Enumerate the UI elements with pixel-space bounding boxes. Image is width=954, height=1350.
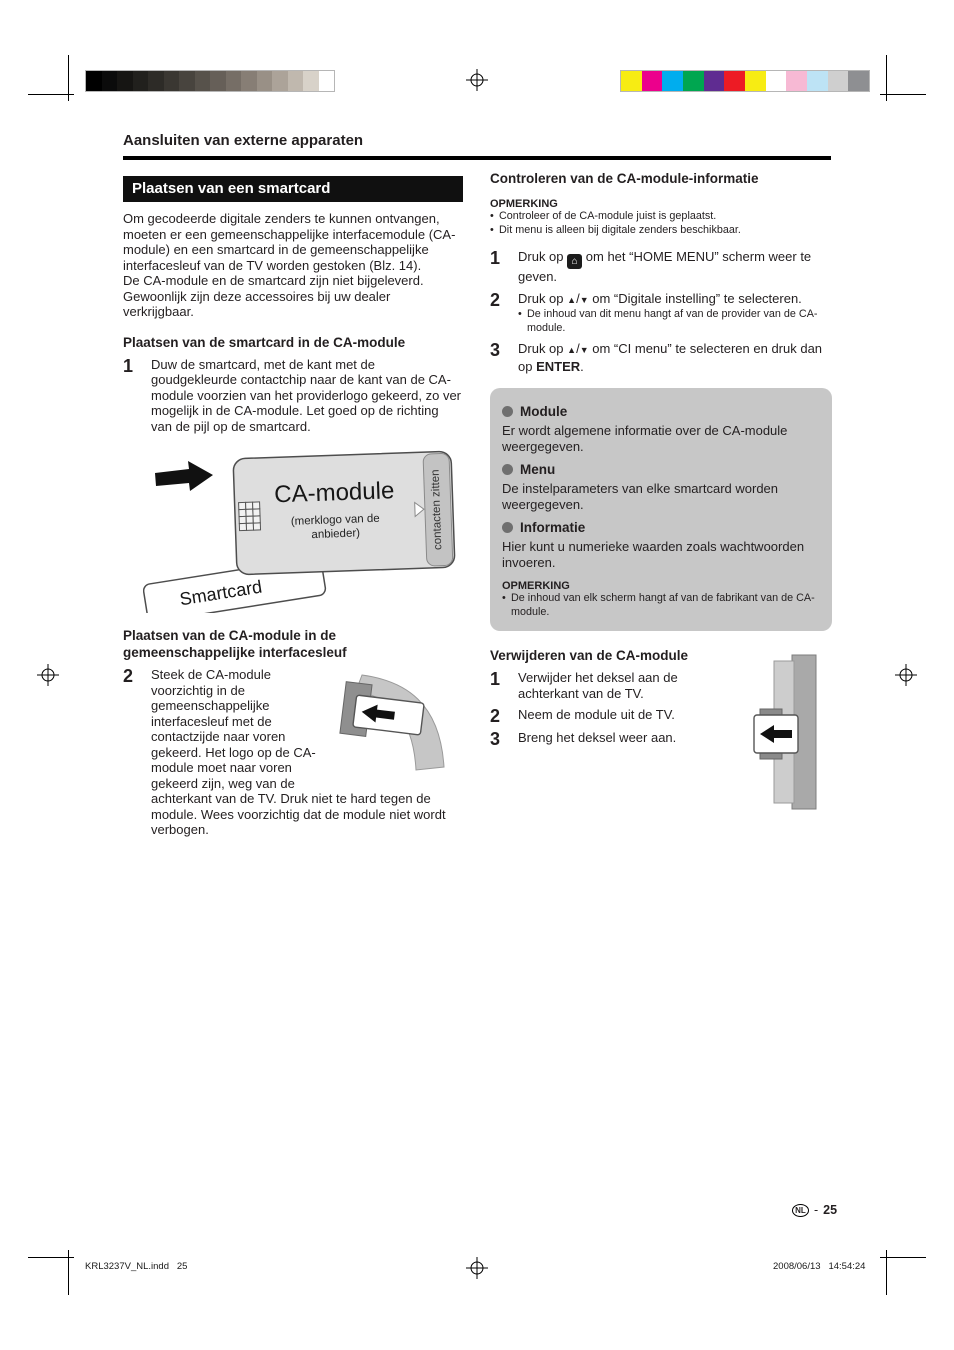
ca-module-label: CA-module (273, 477, 395, 509)
page-number-dash: - (814, 1203, 819, 1217)
remove-module-section (490, 647, 832, 747)
instruction-step (123, 667, 463, 838)
note-text: Controleer of de CA-module juist is geplaatst. (499, 210, 717, 222)
color-swatch (319, 71, 335, 91)
instruction-step (490, 670, 740, 701)
bullet-glyph: • (518, 308, 522, 320)
color-swatch (241, 71, 257, 91)
color-swatch (745, 71, 766, 91)
enter-key-label: ENTER (536, 358, 581, 374)
color-swatch (303, 71, 319, 91)
color-swatch (133, 71, 149, 91)
provider-logo-label: (merklogo van de (290, 512, 380, 528)
info-item-body: Er wordt algemene informatie over de CA-module weergegeven. (502, 423, 788, 454)
step-text (151, 667, 463, 838)
note-text: De inhoud van dit menu hangt af van de provider van de CA-module. (527, 308, 818, 334)
color-swatch (807, 71, 828, 91)
print-file-name: KRL3237V_NL.indd 25 (85, 1261, 188, 1272)
crop-mark (880, 1257, 926, 1258)
step-number: 1 (490, 669, 501, 689)
smartcard-ca-module-figure (143, 443, 461, 613)
color-swatch (642, 71, 663, 91)
crop-mark (880, 94, 926, 95)
color-swatch (272, 71, 288, 91)
instruction-step (123, 357, 463, 435)
note-label: OPMERKING (490, 198, 558, 210)
step-text-content: om “CI menu” te selecteren en druk dan op (518, 341, 823, 374)
header-rule (123, 156, 831, 160)
step-text-content: Druk op (518, 290, 564, 306)
down-arrow-key-icon: ▼ (579, 294, 589, 305)
color-swatch (257, 71, 273, 91)
bullet-glyph: • (490, 223, 494, 236)
instruction-step (490, 730, 740, 747)
color-swatch (848, 71, 869, 91)
color-swatch (786, 71, 807, 91)
info-item-body: De instelparameters van elke smartcard worden weergegeven. (502, 481, 779, 512)
home-key-icon: ⌂ (567, 254, 582, 269)
step-number: 1 (490, 248, 501, 268)
info-item-title: Informatie (520, 520, 586, 535)
note-text: Dit menu is alleen bij digitale zenders beschikbaar. (499, 223, 741, 236)
page-number: 25 (823, 1203, 838, 1217)
registration-mark-icon (37, 664, 59, 686)
step-text-content: om “Digitale instelling” te selecteren. (592, 290, 802, 306)
smartcard-label: Smartcard (178, 576, 264, 610)
color-swatch (724, 71, 745, 91)
subsection-heading: Plaatsen van de smartcard in de CA-module (123, 334, 406, 350)
registration-mark-icon (466, 69, 488, 91)
up-arrow-key-icon: ▲ (567, 294, 577, 305)
crop-mark (28, 1257, 74, 1258)
grayscale-calibration-bar (85, 70, 335, 92)
step-text (518, 291, 832, 336)
separator-glyph: / (576, 341, 580, 356)
bullet-glyph: • (490, 210, 494, 222)
step-number: 1 (123, 355, 134, 376)
page-header (123, 132, 831, 160)
page-number-block (792, 1203, 837, 1217)
info-item-header (502, 462, 820, 477)
instruction-step (490, 249, 832, 285)
color-swatch (164, 71, 180, 91)
step-text: Duw de smartcard, met de kant met de goudgekleurde contactchip naar de kant van de CA-module voorzien van het providerlogo gekeerd, zo ver mogelijk in de CA-module. Let goed op de richting van de pijl op de smartcard. (151, 356, 462, 434)
crop-mark (28, 94, 74, 95)
subsection-heading: Plaatsen van de CA-module in de gemeenschappelijke interfacesleuf (123, 628, 347, 660)
print-timestamp: 2008/06/13 14:54:24 (773, 1261, 866, 1272)
color-swatch (102, 71, 118, 91)
step-text-content: Druk op (518, 249, 564, 264)
color-swatch (683, 71, 704, 91)
info-item-title: Menu (520, 462, 556, 477)
registration-mark-icon (895, 664, 917, 686)
color-swatch (828, 71, 849, 91)
color-swatch (117, 71, 133, 91)
note-item (502, 592, 820, 619)
separator-glyph: / (576, 290, 580, 306)
step-text-content: . (580, 358, 584, 374)
note-item (490, 210, 832, 224)
step-sub-note (518, 308, 832, 335)
step-number: 2 (490, 706, 501, 726)
chapter-title: Aansluiten van externe apparaten (123, 132, 364, 149)
color-swatch (662, 71, 683, 91)
module-removal-figure (752, 653, 830, 811)
color-swatch (704, 71, 725, 91)
ca-info-box (490, 388, 832, 631)
intro-paragraph: De CA-module en de smartcard zijn niet bijgeleverd. (123, 273, 424, 288)
step-text-content: Steek de CA-module voorzichtig in de gemeenschappelijke interfacesleuf met de contactzijde naar voren gekeerd. Het logo op de CA-module moet naar voren gekeerd zijn, weg van de achterkant van de TV. Druk niet te hard tegen de module. Wees voorzichtig dat de module niet wordt verbogen. (151, 667, 446, 837)
color-swatch (766, 71, 787, 91)
color-swatch (86, 71, 102, 91)
color-swatch (288, 71, 304, 91)
info-item-title: Module (520, 404, 568, 419)
info-item-header (502, 520, 820, 535)
color-swatch (148, 71, 164, 91)
color-swatch (621, 71, 642, 91)
step-text (518, 249, 832, 285)
instruction-step (490, 707, 740, 724)
instruction-step (490, 291, 832, 336)
contact-pads-graphic (239, 502, 261, 531)
provider-logo-label: anbieder) (311, 527, 361, 542)
module-insertion-figure (328, 669, 463, 773)
bullet-dot-icon (502, 464, 513, 475)
down-arrow-key-icon: ▼ (579, 345, 589, 355)
subsection-heading: Controleren van de CA-module-informatie (490, 171, 759, 186)
subsection-heading: Verwijderen van de CA-module (490, 648, 689, 663)
step-text-content: Druk op (518, 341, 564, 356)
intro-paragraph: Om gecodeerde digitale zenders te kunnen ontvangen, moeten er een gemeenschappelijke interfacemodule (CA-module) en een smartcard in de gemeenschappelijke interfacesleuf van de TV worden gestoken (Blz. 14). (123, 211, 456, 273)
language-badge: NL (792, 1204, 809, 1217)
section-title: Plaatsen van een smartcard (132, 180, 331, 197)
step-text (518, 341, 832, 374)
step-text-content: om het “HOME MENU” scherm weer te geven. (518, 249, 812, 284)
color-swatch (195, 71, 211, 91)
section-title-bar (123, 176, 463, 202)
info-item-header (502, 404, 820, 419)
ca-module-graphic (233, 451, 455, 575)
bullet-dot-icon (502, 406, 513, 417)
step-number: 2 (490, 289, 501, 310)
step-number: 3 (490, 340, 501, 360)
note-text: De inhoud van elk scherm hangt af van de fabrikant van de CA-module. (511, 592, 815, 618)
bullet-glyph: • (502, 592, 506, 604)
info-item-body: Hier kunt u numerieke waarden zoals wachtwoorden invoeren. (502, 539, 805, 570)
bullet-dot-icon (502, 522, 513, 533)
registration-mark-icon (466, 1257, 488, 1279)
right-column (490, 170, 832, 747)
color-swatch (226, 71, 242, 91)
step-text: Breng het deksel weer aan. (518, 730, 677, 745)
up-arrow-key-icon: ▲ (567, 345, 577, 355)
color-swatch (179, 71, 195, 91)
instruction-step (490, 341, 832, 374)
step-number: 3 (490, 729, 501, 749)
note-label: OPMERKING (502, 580, 570, 592)
left-column (123, 176, 463, 838)
step-text: Neem de module uit de TV. (518, 707, 675, 722)
contact-side-label: contacten zitten (429, 469, 445, 551)
note-item (490, 224, 832, 238)
step-text: Verwijder het deksel aan de achterkant van de TV. (518, 670, 678, 701)
intro-paragraph: Gewoonlijk zijn deze accessoires bij uw dealer verkrijgbaar. (123, 288, 391, 319)
color-calibration-bar (620, 70, 870, 92)
insertion-arrow-icon (155, 461, 213, 491)
color-swatch (210, 71, 226, 91)
step-number: 2 (123, 666, 134, 686)
